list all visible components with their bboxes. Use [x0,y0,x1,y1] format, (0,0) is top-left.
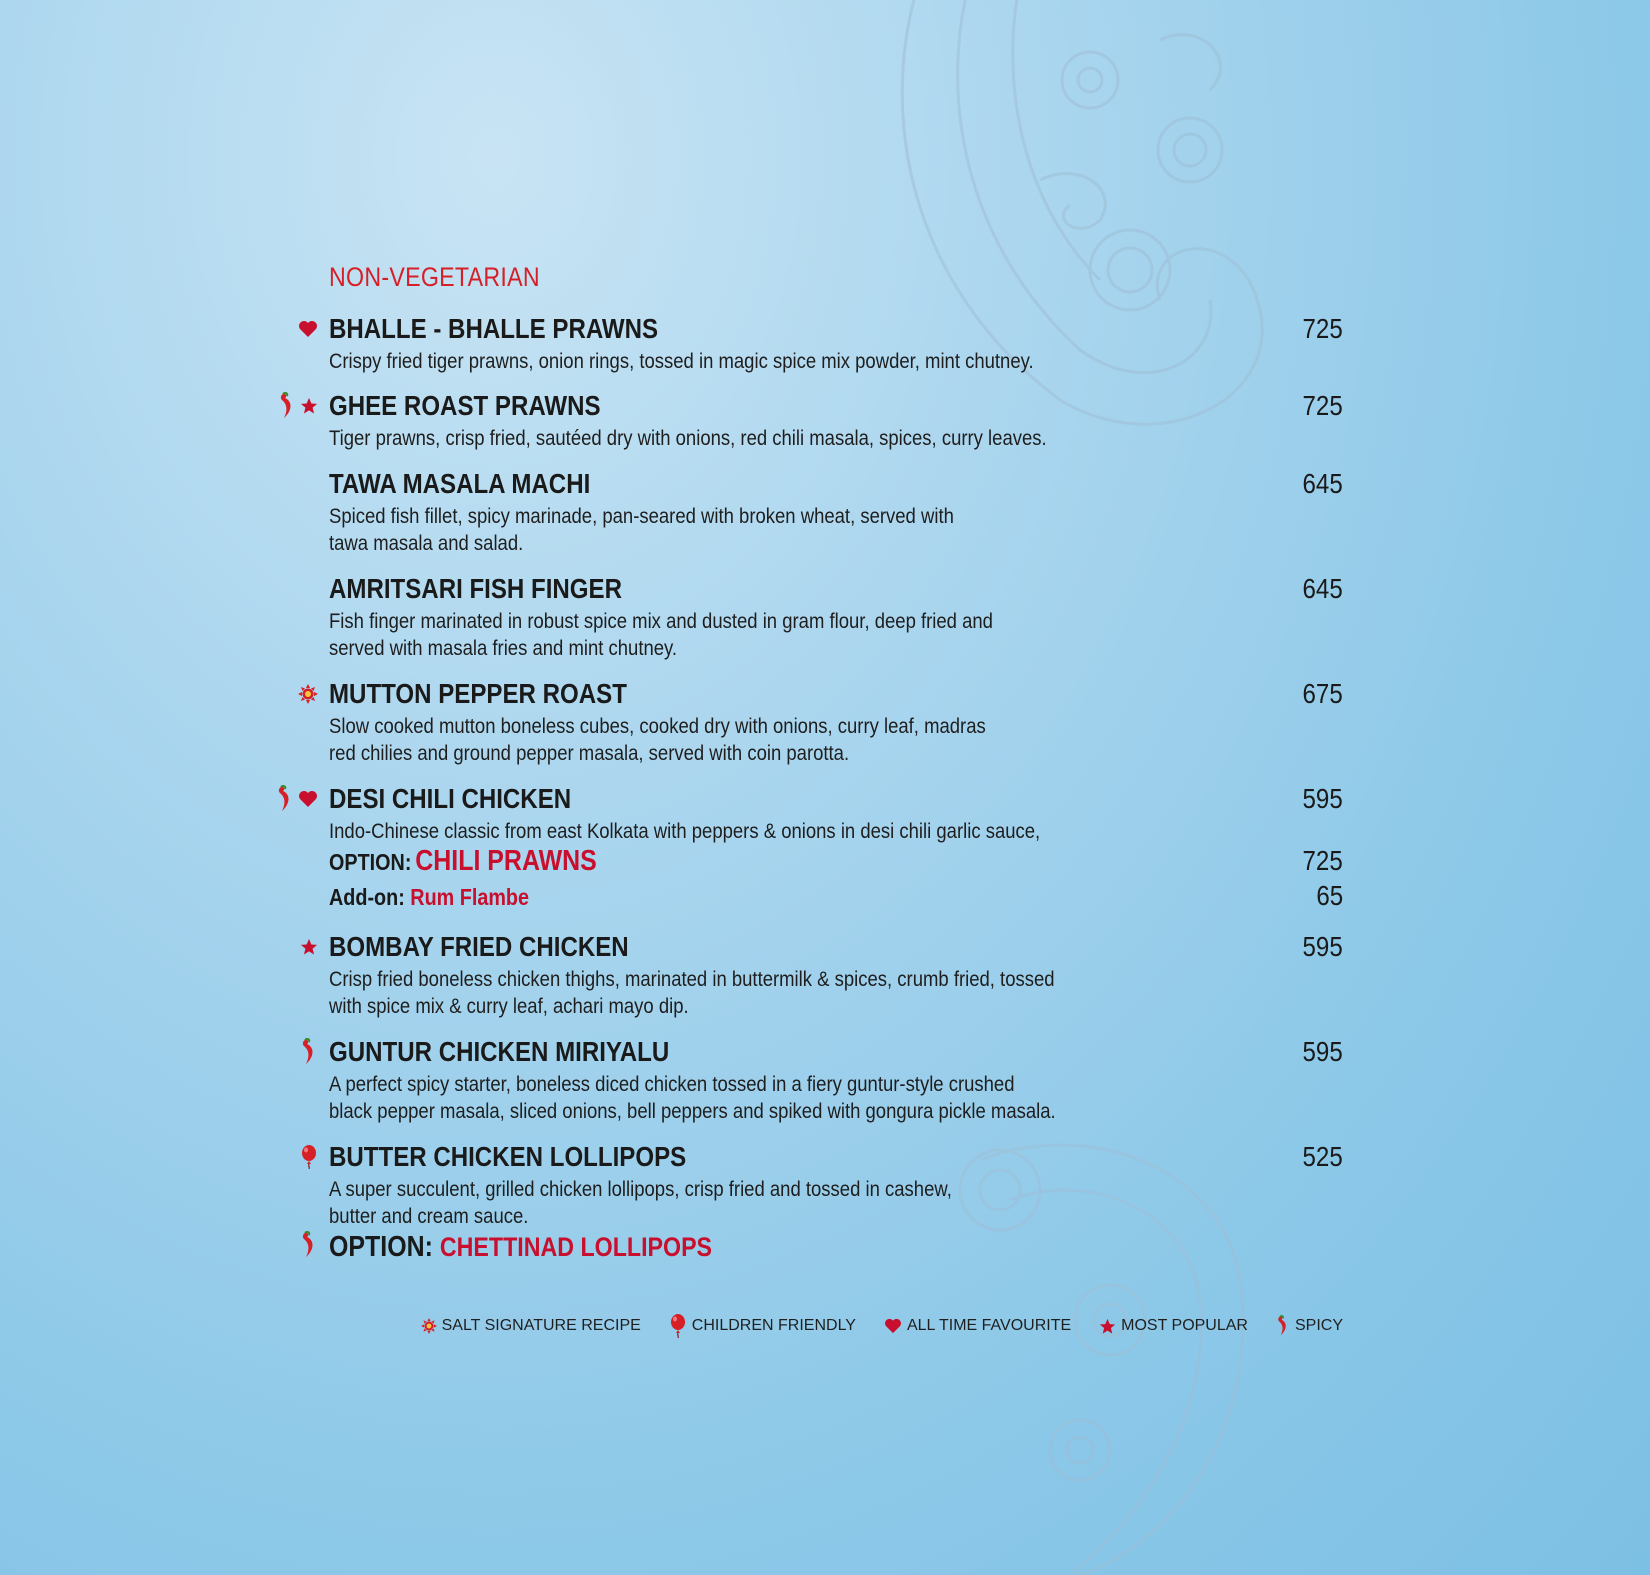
legend-item [884,1317,1071,1335]
item-icons [298,315,318,343]
item-description: Slow cooked mutton boneless cubes, cooked dry with onions, curry leaf, madras red chilies and ground pepper masala, served with coin parotta. [329,714,986,765]
balloon-icon [300,1145,318,1169]
item-description: A super succulent, grilled chicken lollipops, crisp fried and tossed in cashew, butter and cream sauce. [329,1177,952,1228]
item-price: 595 [1302,783,1343,814]
item-price: 725 [1302,313,1343,344]
item-description: Crispy fried tiger prawns, onion rings, tossed in magic spice mix powder, mint chutney. [329,349,1034,373]
item-icons [300,1143,318,1171]
star-icon [1099,1318,1116,1335]
legend-item [1276,1315,1343,1337]
item-name: TAWA MASALA MACHI [329,468,591,499]
item-description: Indo-Chinese classic from east Kolkata with peppers & onions in desi chili garlic sauce, [329,819,1041,843]
item-description: Crisp fried boneless chicken thighs, marinated in buttermilk & spices, crumb fried, tossed with spice mix & curry leaf, achari mayo dip. [329,967,1055,1018]
heart-icon [298,320,318,338]
legend-label: SPICY [1294,1317,1343,1334]
item-price: 595 [1302,1036,1343,1067]
item-icons [298,680,318,708]
heart-icon [884,1318,902,1334]
legend-label: CHILDREN FRIENDLY [691,1317,856,1334]
item-price: 645 [1302,573,1343,604]
item-icons [300,1038,318,1066]
option-value: CHETTINAD LOLLIPOPS [439,1232,713,1262]
item-description: A perfect spicy starter, boneless diced chicken tossed in a fiery guntur-style crushed black pepper masala, sliced onions, bell peppers and spiked with gongura pickle masala. [329,1072,1056,1123]
item-name: BOMBAY FRIED CHICKEN [329,931,629,962]
paisley-ornament-top [860,0,1280,450]
chili-icon [276,785,294,813]
star-icon [300,397,318,415]
legend-item [669,1314,856,1338]
item-icons [300,1231,318,1259]
chili-icon [278,392,296,420]
legend-label: MOST POPULAR [1121,1317,1248,1334]
item-description: Spiced fish fillet, spicy marinade, pan-seared with broken wheat, served with tawa masala and salad. [329,504,954,555]
option-value: CHILI PRAWNS [415,845,597,877]
chili-icon [300,1038,318,1066]
item-description: Tiger prawns, crisp fried, sautéed dry with onions, red chili masala, spices, curry leaves. [329,426,1047,450]
legend-label: ALL TIME FAVOURITE [906,1317,1072,1334]
item-icons [278,392,318,420]
item-description: Fish finger marinated in robust spice mix and dusted in gram flour, deep fried and served with masala fries and mint chutney. [329,609,993,660]
legend-item [1099,1317,1248,1335]
item-name: GUNTUR CHICKEN MIRIYALU [329,1036,670,1067]
item-price: 525 [1302,1141,1343,1172]
item-name: BHALLE - BHALLE PRAWNS [329,313,659,344]
section-title: NON-VEGETARIAN [329,262,540,292]
item-icons [276,785,318,813]
item-name: BUTTER CHICKEN LOLLIPOPS [329,1141,687,1172]
star-icon [300,938,318,956]
legend-item [421,1317,641,1335]
addon-price: 65 [1316,880,1343,911]
item-price: 725 [1302,390,1343,421]
chili-icon [300,1231,318,1259]
legend-label: SALT SIGNATURE RECIPE [441,1317,641,1334]
balloon-icon [669,1314,687,1338]
option-label: OPTION: CHILI PRAWNS [329,845,597,877]
item-name: GHEE ROAST PRAWNS [329,390,601,421]
addon-label: Add-on: Rum Flambe [329,884,530,910]
item-price: 675 [1302,678,1343,709]
addon-value: Rum Flambe [410,884,530,910]
item-name: AMRITSARI FISH FINGER [329,573,622,604]
item-name: MUTTON PEPPER ROAST [329,678,627,709]
item-icons [300,933,318,961]
item-price: 645 [1302,468,1343,499]
sun-icon [421,1318,437,1334]
option-price: 725 [1302,845,1343,876]
legend [421,1314,1343,1338]
sun-icon [298,684,318,704]
item-price: 595 [1302,931,1343,962]
heart-icon [298,790,318,808]
item-name: DESI CHILI CHICKEN [329,783,572,814]
option-label: OPTION: CHETTINAD LOLLIPOPS [329,1231,713,1263]
chili-icon [1276,1315,1290,1337]
